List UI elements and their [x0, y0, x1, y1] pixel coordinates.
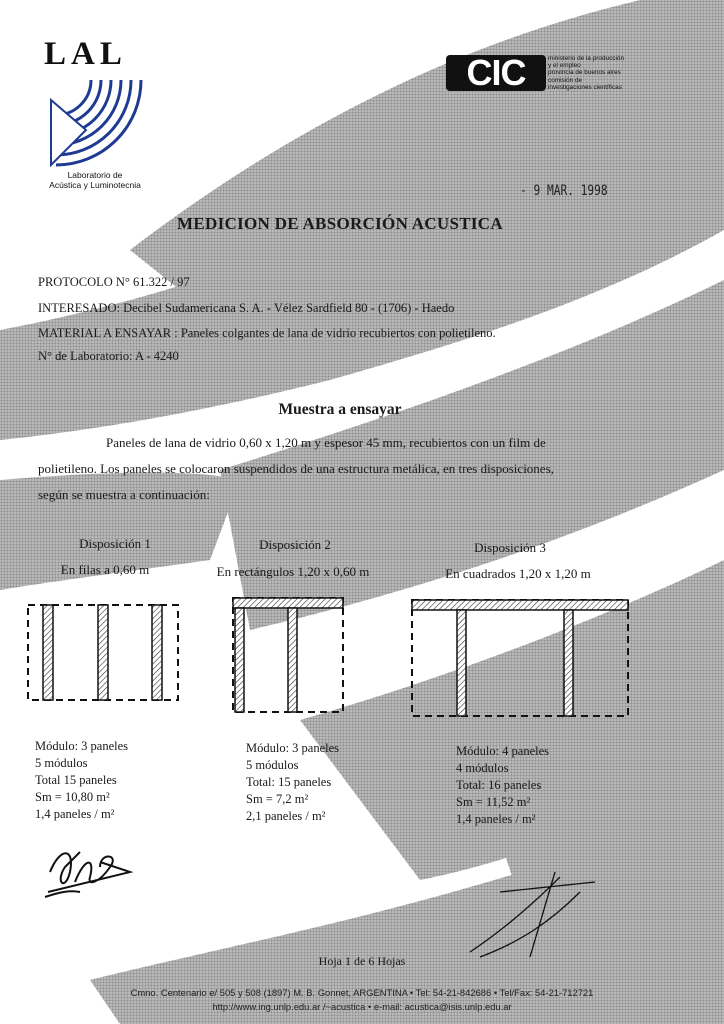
- footer-address: Cmno. Centenario e/ 505 y 508 (1897) M. B. Gonnet, ARGENTINA • Tel: 54-21-842686 • Tel/Fax: 54-21-712721: [130, 987, 594, 998]
- cic-institution-text: ministerio de la producción y el empleo provincia de buenos aires comisión de investigaciones científicas: [548, 55, 625, 91]
- interested-field: INTERESADO: Decibel Sudamericana S. A. - Vélez Sardfield 80 - (1706) - Haedo: [38, 301, 455, 315]
- disposition-1-specs: Módulo: 3 paneles 5 módulos Total 15 paneles Sm = 10,80 m² 1,4 paneles / m²: [35, 739, 129, 821]
- institution-footer: [30, 986, 694, 1014]
- disposition-1-title: Disposición 1: [79, 536, 151, 551]
- disposition-diagrams: [0, 590, 724, 720]
- disposition-1-subtitle: En filas a 0,60 m: [60, 562, 150, 577]
- disposition-2-specs: Módulo: 3 paneles 5 módulos Total: 15 paneles Sm = 7,2 m² 2,1 paneles / m²: [246, 741, 340, 823]
- lal-logo-text: LAL: [44, 36, 127, 72]
- date-stamp: - 9 MAR. 1998: [520, 183, 608, 199]
- lal-logo-icon: [46, 70, 146, 170]
- signature-left: [40, 842, 140, 902]
- lal-subtitle: Laboratorio de Acústica y Luminotecnia: [49, 170, 141, 190]
- page-number: Hoja 1 de 6 Hojas: [318, 954, 406, 968]
- disposition-3-specs: Módulo: 4 paneles 4 módulos Total: 16 paneles Sm = 11,52 m² 1,4 paneles / m²: [456, 744, 550, 826]
- protocol-field: PROTOCOLO N° 61.322 / 97: [38, 275, 190, 289]
- cic-logo: CIC: [446, 55, 546, 91]
- lab-number-field: N° de Laboratorio: A - 4240: [38, 349, 179, 363]
- diagram-disposition-3: [412, 600, 628, 716]
- document-title: MEDICION DE ABSORCIÓN ACUSTICA: [177, 214, 503, 233]
- description-paragraph: Paneles de lana de vidrio 0,60 x 1,20 m y espesor 45 mm, recubiertos con un film de polietileno. Los paneles se colocaron suspendidos de una estructura metálica, en tres disposiciones, según se muestra a continuación:: [38, 435, 554, 502]
- disposition-2-title: Disposición 2: [259, 537, 331, 552]
- disposition-2-subtitle: En rectángulos 1,20 x 0,60 m: [216, 564, 370, 579]
- section-title: Muestra a ensayar: [278, 401, 402, 418]
- material-field: MATERIAL A ENSAYAR : Paneles colgantes de lana de vidrio recubiertos con polietileno.: [38, 326, 496, 340]
- diagram-disposition-2: [233, 598, 343, 712]
- disposition-3-subtitle: En cuadrados 1,20 x 1,20 m: [445, 566, 591, 581]
- footer-web: http://www.ing.unlp.edu.ar /~acustica • e-mail: acustica@isis.unlp.edu.ar: [212, 1001, 512, 1012]
- diagram-disposition-1: [28, 605, 178, 700]
- signature-right: [460, 862, 600, 962]
- disposition-3-title: Disposición 3: [474, 540, 546, 555]
